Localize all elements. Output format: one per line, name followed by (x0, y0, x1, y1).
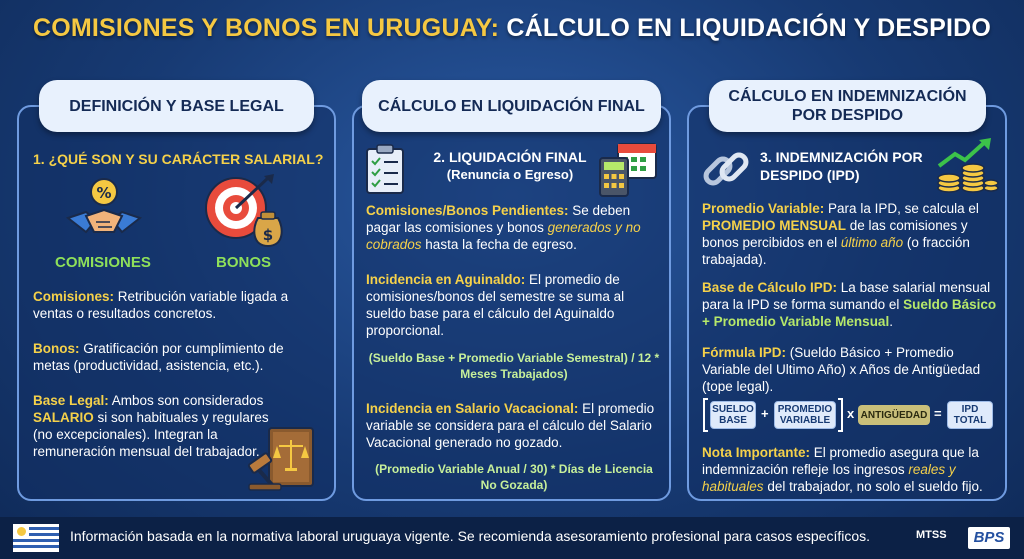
chip-antiguedad: ANTIGÜEDAD (858, 405, 930, 425)
formula-ipd-text (702, 344, 1000, 395)
base-calculo-body: La base salarial mensual para la IPD se forma sumando el (702, 280, 991, 312)
col1-section-title: 1. ¿QUÉ SON Y SU CARÁCTER SALARIAL? (33, 151, 324, 167)
col2-header: CÁLCULO EN LIQUIDACIÓN FINAL (362, 80, 661, 132)
svg-text:%: % (96, 184, 112, 202)
col3-header: CÁLCULO EN INDEMNIZACIÓN POR DESPIDO (709, 80, 986, 132)
page-title (0, 14, 1024, 43)
mtss-logo: MTSS (916, 529, 947, 541)
formula-bracket-right (838, 398, 843, 432)
pendientes-term: Comisiones/Bonos Pendientes: (366, 203, 569, 218)
title-part2: CÁLCULO EN LIQUIDACIÓN Y DESPIDO (499, 14, 992, 42)
base-legal-text2: si son habituales y regulares (no excepcionales). Integran la remuneración mensual del trabajador. (33, 410, 269, 459)
label-comisiones: COMISIONES (55, 254, 151, 271)
aguinaldo-term: Incidencia en Aguinaldo: (366, 272, 526, 287)
pendientes-text1: Se deben pagar las comisiones y bonos (366, 203, 631, 235)
footer-disclaimer: Información basada en la normativa laboral uruguaya vigente. Se recomienda asesoramiento profesional para casos específicos. (70, 528, 871, 544)
nota-text2: del trabajador, no solo el sueldo fijo. (763, 479, 983, 494)
growth-coins-icon (935, 136, 999, 194)
target-money-bag-icon (202, 172, 284, 250)
formula-bracket-left (703, 398, 708, 432)
formula-ipd-term: Fórmula IPD: (702, 345, 787, 360)
vacacional-formula: (Promedio Variable Anual / 30) * Días de Licencia No Gozada) (375, 462, 653, 492)
col3-section-title: 3. INDEMNIZACIÓN POR DESPIDO (IPD) (760, 149, 923, 183)
chip-sueldo-base: SUELDO BASE (710, 401, 756, 429)
promedio-text2: de las comisiones y bonos percibidos en el (702, 218, 968, 250)
bonos-definition (33, 340, 305, 374)
chip-promedio-variable: PROMEDIO VARIABLE (774, 401, 836, 429)
label-bonos: BONOS (216, 254, 272, 271)
nota-term: Nota Importante: (702, 445, 810, 460)
chain-link-icon (700, 144, 752, 194)
nota-text1: El promedio asegura que la indemnización refleje los ingresos (702, 445, 979, 477)
base-calculo-term: Base de Cálculo IPD: (702, 280, 838, 295)
promedio-italic: último año (840, 235, 904, 250)
op-times: x (847, 406, 855, 421)
nota-importante-text (702, 444, 1000, 495)
aguinaldo-text (366, 271, 662, 339)
vacacional-term: Incidencia en Salario Vacacional: (366, 401, 579, 416)
base-legal-text1: Ambos son considerados (108, 393, 264, 408)
bonos-term: Bonos: (33, 341, 80, 356)
base-legal-salario: SALARIO (33, 410, 94, 425)
bps-logo: BPS (968, 527, 1010, 549)
pendientes-italic: generados y no cobrados (366, 220, 641, 252)
calculator-calendar-icon (598, 142, 658, 198)
col1-header: DEFINICIÓN Y BASE LEGAL (39, 80, 314, 132)
promedio-bold: PROMEDIO MENSUAL (702, 218, 847, 233)
nota-italic: reales y habituales (702, 462, 956, 494)
chip-ipd-total: IPD TOTAL (947, 401, 993, 429)
op-plus: + (761, 406, 769, 421)
pendientes-text (366, 202, 662, 253)
formula-ipd-body: (Sueldo Básico + Promedio Variable del Ultimo Año) x Años de Antigüedad (tope legal). (702, 345, 981, 394)
handshake-percent-icon (64, 176, 144, 246)
svg-text:$: $ (262, 226, 274, 244)
aguinaldo-formula: (Sueldo Base + Promedio Variable Semestral) / 12 * Meses Trabajados) (368, 351, 660, 381)
promedio-text3: (o fracción trabajada). (702, 235, 970, 267)
base-calculo-end: . (889, 314, 893, 329)
comisiones-term: Comisiones: (33, 289, 115, 304)
col2-section-line2: (Renuncia o Egreso) (446, 167, 574, 182)
col2-section-line1: 2. LIQUIDACIÓN FINAL (433, 149, 587, 165)
base-legal-definition (33, 392, 273, 460)
promedio-term: Promedio Variable: (702, 201, 825, 216)
pendientes-text2: hasta la fecha de egreso. (421, 237, 577, 252)
vacacional-text (366, 400, 662, 451)
comisiones-text: Retribución variable ligada a ventas o resultados concretos. (33, 289, 289, 321)
base-calculo-green: Sueldo Básico + Promedio Variable Mensual (702, 297, 997, 329)
comisiones-definition (33, 288, 305, 322)
base-legal-term: Base Legal: (33, 393, 109, 408)
title-part1: COMISIONES Y BONOS EN URUGUAY: (32, 14, 500, 42)
base-calculo-text (702, 279, 1000, 330)
bonos-text: Gratificación por cumplimiento de metas (productividad, asistencia, etc.). (33, 341, 284, 373)
uruguay-flag-icon (13, 524, 59, 552)
promedio-variable-text (702, 200, 1000, 268)
law-book-gavel-icon (247, 424, 319, 492)
promedio-text1: Para la IPD, se calcula el (824, 201, 979, 216)
clipboard-checklist-icon (365, 143, 405, 195)
aguinaldo-body: El promedio de comisiones/bonos del semestre se suma al sueldo base para el cálculo del Aguinaldo proporcional. (366, 272, 625, 338)
col2-section-title (425, 148, 595, 184)
op-equals: = (934, 406, 942, 421)
vacacional-body: El promedio variable se considera para el cálculo del Salario Vacacional generado no gozado. (366, 401, 655, 450)
